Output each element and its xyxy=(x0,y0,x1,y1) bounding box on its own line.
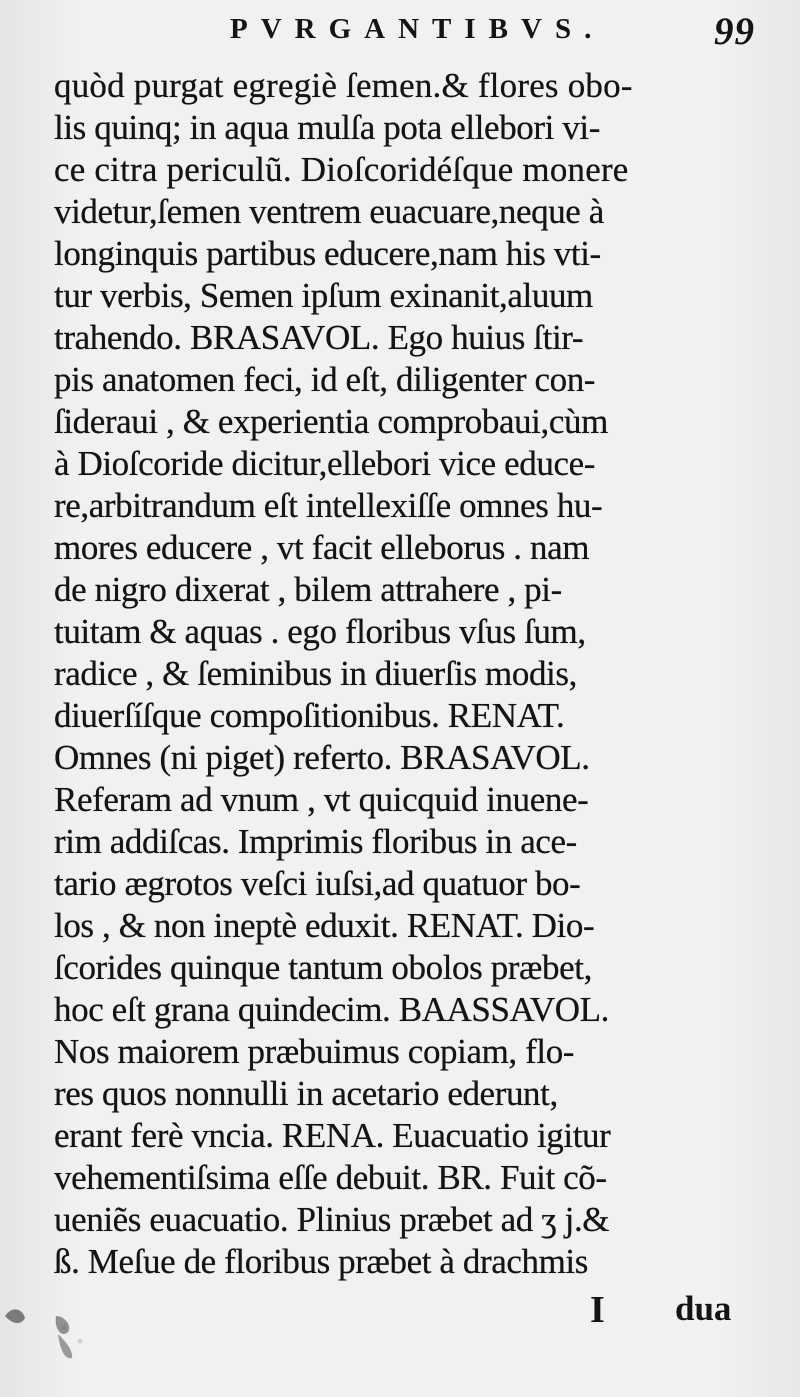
text-line: mores educere , vt facit elleborus . nam xyxy=(54,528,590,567)
text-line: trahendo. BRASAVOL. Ego huius ſtir- xyxy=(54,318,584,357)
text-line: ce citra periculũ. Dioſcoridéſque monere xyxy=(54,150,629,189)
text-line: lis quinq; in aqua mulſa pota ellebori vi- xyxy=(54,108,601,147)
body-text xyxy=(54,65,744,1283)
text-line: res quos nonnulli in acetario ederunt, xyxy=(54,1074,558,1113)
text-line: re,arbitrandum eſt intellexiſſe omnes hu- xyxy=(54,486,603,525)
text-line: ſcorides quinque tantum obolos præbet, xyxy=(54,948,592,987)
text-line: Nos maiorem præbuimus copiam, flo- xyxy=(54,1032,575,1071)
footer-line xyxy=(590,1288,750,1338)
text-line: Omnes (ni piget) referto. BRASAVOL. xyxy=(54,738,590,777)
text-line: tur verbis, Semen ipſum exinanit,aluum xyxy=(54,276,593,315)
text-line: ueniẽs euacuatio. Plinius præbet ad ʒ j.& xyxy=(54,1200,610,1239)
text-line: longinquis partibus educere,nam his vti- xyxy=(54,234,601,273)
signature-mark: I xyxy=(590,1289,605,1331)
catchword: dua xyxy=(675,1289,732,1328)
text-line: hoc eſt grana quindecim. BAASSAVOL. xyxy=(54,990,610,1029)
text-line: diuerſíſque compoſitionibus. RENAT. xyxy=(54,696,565,735)
page-number: 99 xyxy=(714,10,755,53)
text-line: à Dioſcoride dicitur,ellebori vice educe- xyxy=(54,444,595,483)
text-line: rim addiſcas. Imprimis floribus in ace- xyxy=(54,822,577,861)
paper-stain-icon xyxy=(0,1298,100,1368)
text-line: quòd purgat egregiè ſemen.& flores obo- xyxy=(54,66,633,105)
text-line: vehementiſsima eſſe debuit. BR. Fuit cõ- xyxy=(54,1158,607,1197)
text-line: ß. Meſue de floribus præbet à drachmis xyxy=(54,1242,588,1281)
text-line: erant ferè vncia. RENA. Euacuatio igitur xyxy=(54,1116,611,1155)
text-line: pis anatomen feci, id eſt, diligenter con- xyxy=(54,360,596,399)
text-line: videtur,ſemen ventrem euacuare,neque à xyxy=(54,192,604,231)
text-line: los , & non ineptè eduxit. RENAT. Dio- xyxy=(54,906,595,945)
text-line: radice , & ſeminibus in diuerſis modis, xyxy=(54,654,577,693)
text-line: ſideraui , & experientia comprobaui,cùm xyxy=(54,402,608,441)
text-line: tuitam & aquas . ego floribus vſus ſum, xyxy=(54,612,586,651)
text-line: Referam ad vnum , vt quicquid inuene- xyxy=(54,780,589,819)
text-line: tario ægrotos veſci iuſsi,ad quatuor bo- xyxy=(54,864,581,903)
text-line: de nigro dixerat , bilem attrahere , pi- xyxy=(54,570,562,609)
running-head: PVRGANTIBVS. xyxy=(230,13,605,45)
